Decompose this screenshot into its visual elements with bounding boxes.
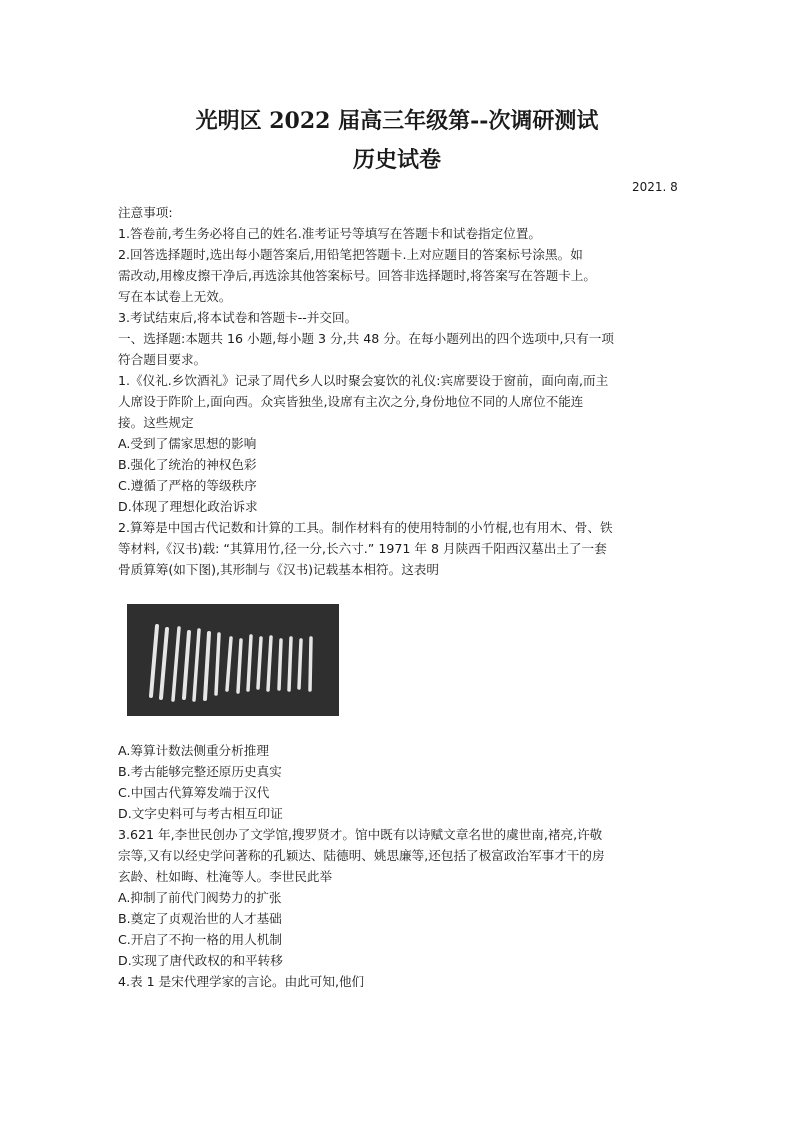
notes-line: 1.答卷前,考生务必将自己的姓名.准考证号等填写在答题卡和试卷指定位置。 [118, 226, 542, 241]
question-3-option-a: A.抑制了前代门阀势力的扩张 [118, 890, 282, 905]
question-1-stem: 1.《仪礼.乡饮酒礼》记录了周代乡人以时聚会宴饮的礼仪:宾席要设于窗前，面向南,而主 [118, 373, 609, 388]
notes-heading: 注意事项: [118, 205, 173, 220]
exam-date: 2021. 8 [632, 180, 678, 194]
question-3-stem: 玄龄、杜如晦、杜淹等人。李世民此举 [118, 869, 333, 884]
question-3-option-c: C.开启了不拘一格的用人机制 [118, 932, 282, 947]
question-1-stem: 人席设于阼阶上,面向西。众宾皆独坐,设席有主次之分,身份地位不同的人席位不能连 [118, 394, 584, 409]
question-4-stem: 4.表 1 是宋代理学家的言论。由此可知,他们 [118, 974, 365, 989]
question-1-option-d: D.体现了理想化政治诉求 [118, 499, 258, 514]
question-3-stem: 宗等,又有以经史学问著称的孔颖达、陆德明、姚思廉等,还包括了极富政治军事才干的房 [118, 848, 605, 863]
question-1-option-c: C.遵循了严格的等级秩序 [118, 478, 257, 493]
question-1-stem: 接。这些规定 [118, 415, 194, 430]
notes-line: 3.考试结束后,将本试卷和答题卡--并交回。 [118, 310, 358, 325]
section-heading: 一、选择题:本题共 16 小题,每小题 3 分,共 48 分。在每小题列出的四个选项中,只有一项 [118, 331, 614, 346]
question-3-stem: 3.621 年,李世民创办了文学馆,搜罗贤才。馆中既有以诗赋文章名世的虞世南,褚亮,许敬 [118, 827, 603, 842]
question-2-option-d: D.文字史料可与考古相互印证 [118, 806, 283, 821]
question-3-option-b: B.奠定了贞观治世的人才基础 [118, 911, 282, 926]
question-1-option-b: B.强化了统治的神权色彩 [118, 457, 257, 472]
notes-line: 2.回答选择题时,选出每小题答案后,用铅笔把答题卡.上对应题目的答案标号涂黑。如 [118, 247, 583, 262]
question-2-option-b: B.考古能够完整还原历史真实 [118, 764, 282, 779]
question-3-option-d: D.实现了唐代政权的和平转移 [118, 953, 283, 968]
question-2-stem: 2.算筹是中国古代记数和计算的工具。制作材料有的使用特制的小竹棍,也有用木、骨、铁 [118, 520, 613, 535]
exam-content [118, 202, 678, 992]
question-2-stem: 骨质算筹(如下图),其形制与《汉书)记载基本相符。这表明 [118, 562, 439, 577]
question-2-option-a: A.筹算计数法侧重分析推理 [118, 743, 269, 758]
exam-subtitle: 历史试卷 [352, 147, 441, 173]
section-heading: 符合题目要求。 [118, 352, 207, 367]
exam-title: 光明区 2022 届高三年级第--次调研测试 [195, 108, 599, 134]
question-2-option-c: C.中国古代算筹发端于汉代 [118, 785, 270, 800]
question-1-option-a: A.受到了儒家思想的影响 [118, 436, 257, 451]
notes-line: 写在本试卷上无效。 [118, 289, 232, 304]
question-2-stem: 等材料,《汉书)载: “其算用竹,径一分,长六寸.” 1971 年 8 月陕西千阳西汉墓出土了一套 [118, 541, 607, 556]
counting-rods-photo [127, 604, 339, 716]
notes-line: 需改动,用橡皮擦干净后,再选涂其他答案标号。回答非选择题时,将答案写在答题卡上。 [118, 268, 596, 283]
